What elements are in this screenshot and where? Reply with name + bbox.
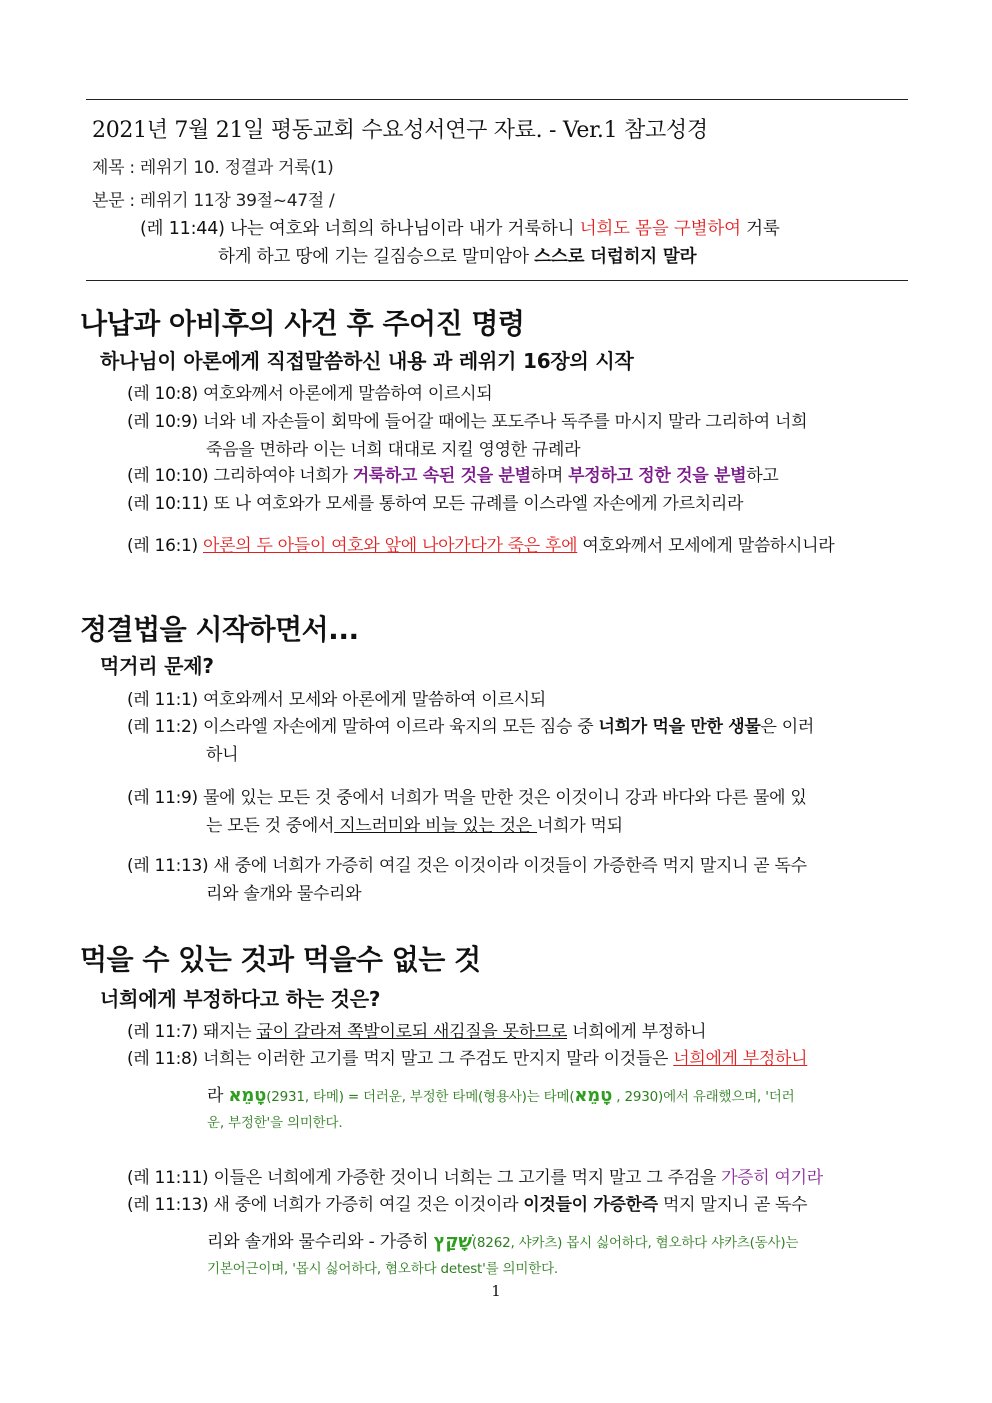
- highlight-underline: 굽이 갈라져 쪽발이로되 새김질을 못하므로: [256, 1022, 568, 1042]
- note-text: (2931, 타메) = 더러운, 부정한 타메(형용사)는 타메(: [266, 1089, 575, 1105]
- highlight-purple: 부정하고 정한 것을 분별: [568, 466, 747, 486]
- verse: [127, 686, 862, 714]
- verse-continuation: 하니: [206, 745, 239, 765]
- verse-text: 새 중에 너희가 가증히 여길 것은 이것이라: [208, 1195, 524, 1215]
- verse: [127, 490, 862, 518]
- highlight-bold: 스스로 더럽히지 말라: [534, 247, 697, 267]
- verse-text: 라: [207, 1086, 229, 1106]
- section-title: 먹을 수 있는 것과 먹을수 없는 것: [80, 943, 481, 976]
- section-subtitle: 먹거리 문제?: [100, 654, 214, 678]
- verse-text: 리와 솔개와 물수리와 - 가증히: [207, 1232, 434, 1252]
- hebrew-word: טָמֵא: [228, 1085, 267, 1106]
- note-text: 운, 부정한'을 의미한다.: [207, 1115, 343, 1131]
- verse-text: 너희는 이러한 고기를 먹지 말고 그 주검도 만지지 말라 이것들은: [197, 1049, 674, 1069]
- verse-text: 하며: [530, 466, 569, 486]
- verse-text: 돼지는: [197, 1022, 257, 1042]
- verse-ref: (레 11:44): [140, 219, 225, 239]
- verse-text: 는 모든 것 중에서: [206, 816, 335, 836]
- verse-ref: (레 11:13): [127, 856, 209, 876]
- highlight-red-underline: 아론의 두 아들이 여호와 앞에 나아가다가 죽은 후에: [202, 536, 578, 556]
- verse: [127, 462, 862, 490]
- verse-text: 새 중에 너희가 가증히 여길 것은 이것이라 이것들이 가증한즉 먹지 말지니 곧 독수: [208, 856, 807, 876]
- verse-text: 여호와께서 모세와 아론에게 말씀하여 이르시되: [197, 690, 546, 710]
- text-range-line: 본문 : 레위기 11장 39절~47절 /: [92, 191, 335, 211]
- verse-ref: (레 10:10): [127, 466, 209, 486]
- section-title: 정결법을 시작하면서...: [80, 613, 359, 646]
- verse: [127, 1045, 862, 1073]
- verse-text: 거룩: [740, 219, 780, 239]
- verse-text: 너희가 먹되: [537, 816, 623, 836]
- section-subtitle: 하나님이 아론에게 직접말씀하신 내용 과 레위기 16장의 시작: [100, 349, 634, 373]
- verse: [127, 1018, 862, 1046]
- section-subtitle: 너희에게 부정하다고 하는 것은?: [100, 987, 381, 1011]
- verse-ref: (레 10:8): [127, 384, 198, 404]
- verse-text: 여호와께서 모세에게 말씀하시니라: [577, 536, 835, 556]
- verse-ref: (레 10:9): [127, 412, 198, 432]
- header-bottom-rule: [86, 280, 908, 281]
- verse-ref: (레 11:1): [127, 690, 198, 710]
- word-study-note: [207, 1229, 862, 1282]
- top-rule: [86, 99, 908, 100]
- highlight-bold: 이것들이 가증한즉: [523, 1195, 658, 1215]
- verse-ref: (레 16:1): [127, 536, 198, 556]
- word-study-note: [207, 1083, 862, 1136]
- verse-text: 물에 있는 모든 것 중에서 너희가 먹을 만한 것은 이것이니 강과 바다와 다른 물에 있: [197, 788, 807, 808]
- verse-continuation: 리와 솔개와 물수리와: [206, 884, 362, 904]
- highlight-purple: 가증히 여기라: [721, 1168, 823, 1188]
- highlight-red: 너희도 몸을 구별하여: [579, 219, 741, 239]
- verse-ref: (레 11:11): [127, 1168, 209, 1188]
- verse-text: 이들은 너희에게 가증한 것이니 너희는 그 고기를 먹지 말고 그 주검을: [208, 1168, 722, 1188]
- note-text: (8262, 샤카츠) 몹시 싫어하다, 혐오하다 샤카츠(동사)는: [471, 1235, 799, 1251]
- verse-ref: (레 11:2): [127, 717, 198, 737]
- verse: [127, 408, 862, 464]
- verse: [127, 1164, 862, 1192]
- verse-ref: (레 11:13): [127, 1195, 209, 1215]
- verse: [127, 784, 862, 840]
- verse: [127, 532, 862, 560]
- hebrew-word: שָׁקַץ: [433, 1231, 472, 1252]
- verse: [127, 380, 862, 408]
- verse-ref: (레 11:7): [127, 1022, 198, 1042]
- verse-text: 은 이러: [760, 717, 814, 737]
- verse-text: 먹지 말지니 곧 독수: [657, 1195, 808, 1215]
- verse-text: 하고: [746, 466, 779, 486]
- subject-line: 제목 : 레위기 10. 정결과 거룩(1): [92, 158, 334, 178]
- verse-continuation: 죽음을 면하라 이는 너희 대대로 지킬 영영한 규례라: [206, 440, 581, 460]
- verse: [127, 852, 862, 908]
- section-title: 나납과 아비후의 사건 후 주어진 명령: [80, 307, 525, 340]
- verse-text: 이스라엘 자손에게 말하여 이르라 육지의 모든 짐승 중: [197, 717, 599, 737]
- page-number: 1: [491, 1282, 501, 1300]
- document-title: 2021년 7월 21일 평동교회 수요성서연구 자료. - Ver.1 참고성경: [92, 118, 708, 143]
- highlight-purple: 거룩하고 속된 것을 분별: [352, 466, 531, 486]
- note-text: 기본어근이며, '몹시 싫어하다, 혐오하다 detest'를 의미한다.: [207, 1261, 559, 1277]
- verse-text: 그리하여야 너희가: [208, 466, 353, 486]
- verse: [127, 1191, 862, 1219]
- key-verse: [140, 215, 850, 271]
- verse-text: 나는 여호와 너희의 하나님이라 내가 거룩하니: [224, 219, 580, 239]
- verse-ref: (레 10:11): [127, 494, 209, 514]
- verse-text: 하게 하고 땅에 기는 길짐승으로 말미암아: [218, 247, 535, 267]
- highlight-red-underline: 너희에게 부정하니: [673, 1049, 808, 1069]
- verse: [127, 713, 862, 769]
- verse-text: 너와 네 자손들이 회막에 들어갈 때에는 포도주나 독주를 마시지 말라 그리하여 너희: [197, 412, 808, 432]
- verse-text: 너희에게 부정하니: [567, 1022, 707, 1042]
- verse-text: 여호와께서 아론에게 말씀하여 이르시되: [197, 384, 493, 404]
- highlight-underline: 지느러미와 비늘 있는 것은: [334, 816, 538, 836]
- verse-text: 또 나 여호와가 모세를 통하여 모든 규례를 이스라엘 자손에게 가르치리라: [208, 494, 744, 514]
- verse-ref: (레 11:8): [127, 1049, 198, 1069]
- highlight-bold: 너희가 먹을 만한 생물: [598, 717, 761, 737]
- verse-ref: (레 11:9): [127, 788, 198, 808]
- hebrew-word: טָמֵא: [574, 1085, 613, 1106]
- note-text: , 2930)에서 유래했으며, '더러: [612, 1089, 795, 1105]
